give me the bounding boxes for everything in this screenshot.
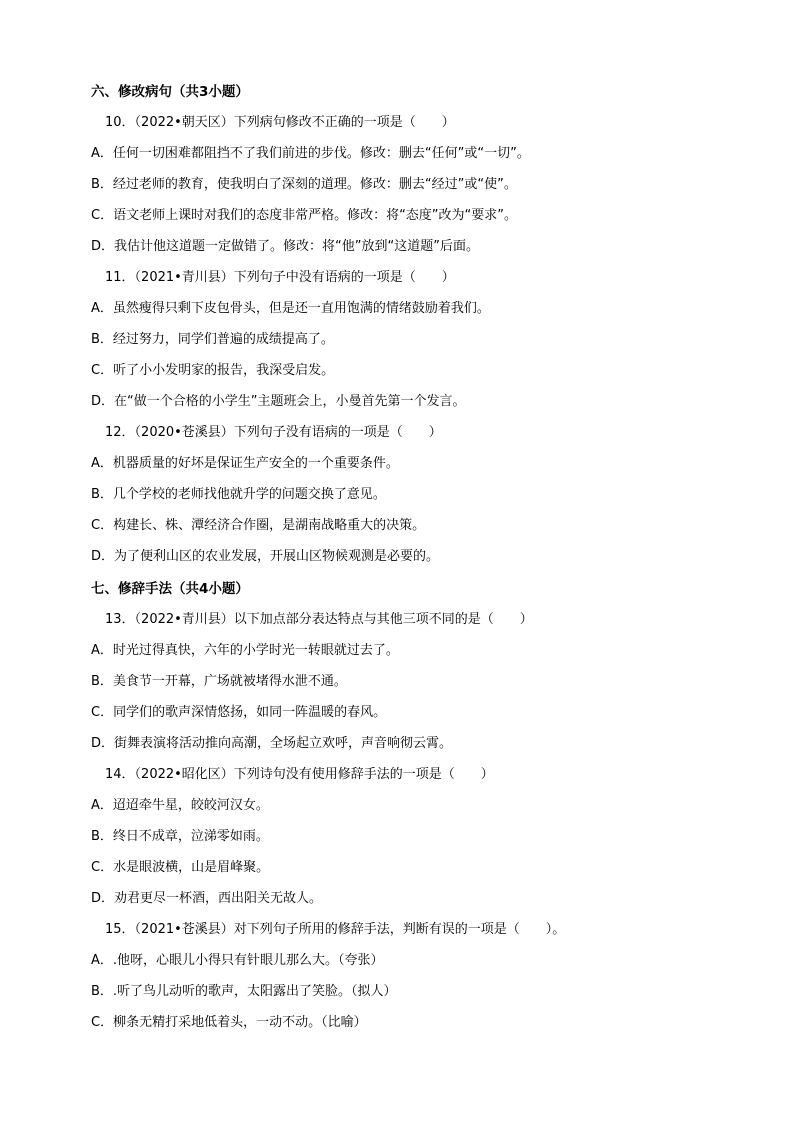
question-14-option-a: A．迢迢牵牛星，皎皎河汉女。 <box>91 798 269 813</box>
question-15-option-c: C．柳条无精打采地低着头，一动不动。（比喻） <box>91 1015 367 1030</box>
question-11-option-b: B．经过努力，同学们普遍的成绩提高了。 <box>91 332 334 347</box>
question-13-option-d: D．街舞表演将活动推向高潮，全场起立欢呼，声音响彻云霄。 <box>91 736 453 751</box>
question-11-option-a: A．虽然瘦得只剩下皮包骨头，但是还一直用饱满的情绪鼓励着我们。 <box>91 301 490 316</box>
question-13-option-b: B．美食节一开幕，广场就被堵得水泄不通。 <box>91 674 347 689</box>
question-12-option-c: C．构建长、株、潭经济合作圈，是湖南战略重大的决策。 <box>91 518 426 533</box>
question-10-option-a: A．任何一切困难都阻挡不了我们前进的步伐。修改：删去“任何”或“一切”。 <box>91 146 530 161</box>
question-15-option-a: A．.他呀，心眼儿小得只有针眼儿那么大。（夸张） <box>91 953 384 968</box>
question-14-option-d: D．劝君更尽一杯酒，西出阳关无故人。 <box>91 891 323 906</box>
question-11-stem: 11．（2021•青川县）下列句子中没有语病的一项是（ ） <box>105 270 455 285</box>
question-11-option-d: D．在“做一个合格的小学生”主题班会上，小曼首先第一个发言。 <box>91 394 466 409</box>
question-15-option-b: B．.听了鸟儿动听的歌声，太阳露出了笑脸。（拟人） <box>91 984 397 999</box>
question-12-option-a: A．机器质量的好坏是保证生产安全的一个重要条件。 <box>91 456 399 471</box>
question-15-stem: 15．（2021•苍溪县）对下列句子所用的修辞手法，判断有误的一项是（ ）。 <box>105 922 566 937</box>
question-10-option-c: C．语文老师上课时对我们的态度非常严格。修改：将“态度”改为“要求”。 <box>91 208 518 223</box>
question-13-stem: 13．（2022•青川县）以下加点部分表达特点与其他三项不同的是（ ） <box>105 612 533 627</box>
question-10-option-d: D．我估计他这道题一定做错了。修改：将“他”放到“这道题”后面。 <box>91 239 479 254</box>
question-10-option-b: B．经过老师的教育，使我明白了深刻的道理。修改：删去“经过”或“使”。 <box>91 177 517 192</box>
section-title-xiu-ci: 七、修辞手法（共4小题） <box>91 581 249 597</box>
question-14-stem: 14．（2022•昭化区）下列诗句没有使用修辞手法的一项是（ ） <box>105 767 494 782</box>
question-14-option-b: B．终日不成章，泣涕零如雨。 <box>91 829 269 844</box>
question-10-stem: 10．（2022•朝天区）下列病句修改不正确的一项是（ ） <box>105 115 455 130</box>
question-13-option-c: C．同学们的歌声深情悠扬，如同一阵温暖的春风。 <box>91 705 387 720</box>
question-12-stem: 12．（2020•苍溪县）下列句子没有语病的一项是（ ） <box>105 425 442 440</box>
question-12-option-b: B．几个学校的老师找他就升学的问题交换了意见。 <box>91 487 386 502</box>
question-14-option-c: C．水是眼波横，山是眉峰聚。 <box>91 860 270 875</box>
question-13-option-a: A．时光过得真快，六年的小学时光一转眼就过去了。 <box>91 643 399 658</box>
question-11-option-c: C．听了小小发明家的报告，我深受启发。 <box>91 363 335 378</box>
section-title-bing-ju: 六、修改病句（共3小题） <box>91 84 249 100</box>
question-12-option-d: D．为了便利山区的农业发展，开展山区物候观测是必要的。 <box>91 549 440 564</box>
